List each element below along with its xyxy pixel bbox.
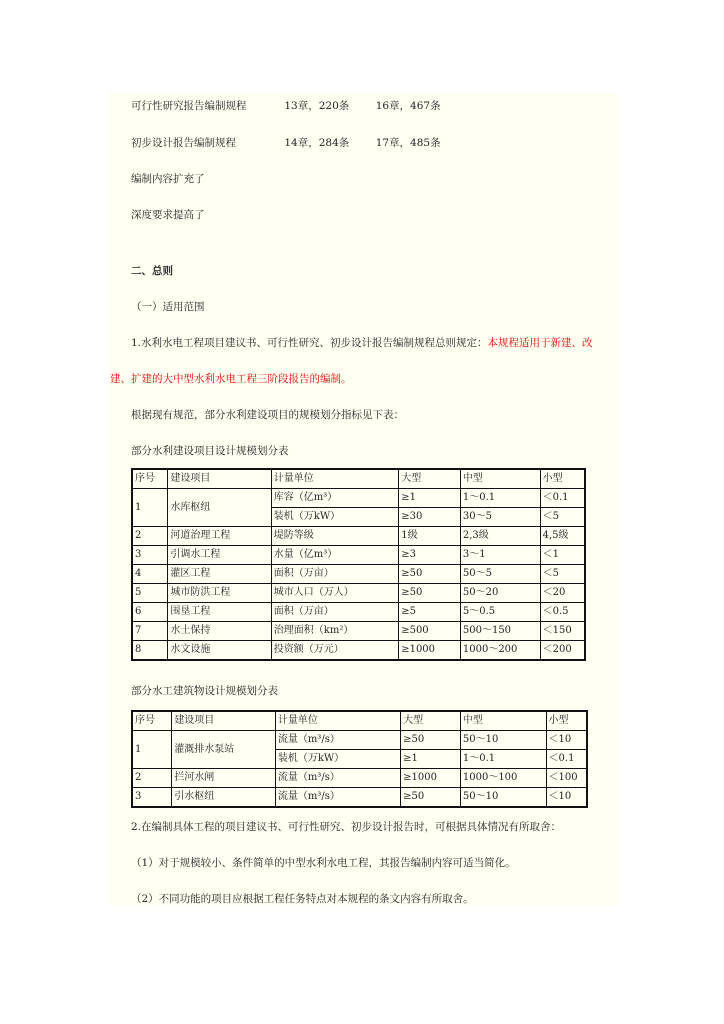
table-row	[132, 788, 587, 808]
cell-mid: 2,3级	[460, 527, 540, 546]
cell-mid: 1000～100	[460, 769, 546, 788]
subsection-title: （一）适用范围	[131, 301, 205, 313]
cell-mid: 3～1	[460, 546, 540, 565]
cell-large: ≥50	[399, 565, 461, 584]
table2	[131, 710, 588, 808]
header-cell: 序号	[132, 469, 168, 489]
cell-unit: 治理面积（km²）	[271, 622, 398, 641]
para1-prefix: 1.水利水电工程项目建议书、可行性研究、初步设计报告编制规程总则规定：	[131, 337, 488, 349]
cell-small: ＜100	[546, 769, 587, 788]
intro-line-2	[131, 136, 441, 150]
cell-item: 灌溉排水泵站	[172, 731, 276, 769]
cell-mid: 50～10	[460, 731, 546, 750]
cell-small: ＜1	[540, 546, 585, 565]
cell-unit: 投资额（万元）	[271, 641, 398, 661]
cell-small: ＜0.1	[540, 489, 585, 508]
table2-caption: 部分水工建筑物设计规模划分表	[131, 685, 278, 697]
cell-mid: 500～150	[460, 622, 540, 641]
cell-item: 灌区工程	[168, 565, 271, 584]
header-cell: 小型	[546, 711, 587, 731]
cell-large: ≥1000	[401, 769, 461, 788]
header-cell: 建设项目	[172, 711, 276, 731]
cell-small: ＜150	[540, 622, 585, 641]
cell-no: 3	[132, 788, 172, 808]
para3: 2.在编制具体工程的项目建议书、可行性研究、初步设计报告时，可根据具体情况有所取舍：	[131, 821, 562, 833]
cell-item: 拦河水闸	[172, 769, 276, 788]
cell-no: 6	[132, 603, 168, 622]
cell-large: ≥1000	[399, 641, 461, 661]
header-cell: 序号	[132, 711, 172, 731]
cell-unit: 流量（m³/s）	[275, 788, 400, 808]
header-cell: 计量单位	[271, 469, 398, 489]
cell-no: 1	[132, 489, 168, 527]
cell-unit: 面积（万亩）	[271, 603, 398, 622]
table-row	[132, 489, 585, 508]
header-cell: 建设项目	[168, 469, 271, 489]
cell-item: 城市防洪工程	[168, 584, 271, 603]
cell-large: ≥1	[401, 750, 461, 769]
table1-caption: 部分水利建设项目设计规模划分表	[131, 445, 289, 457]
cell-mid: 50～5	[460, 565, 540, 584]
table-row	[132, 603, 585, 622]
cell-large: ≥1	[399, 489, 461, 508]
cell-item: 水土保持	[168, 622, 271, 641]
cell-no: 2	[132, 527, 168, 546]
intro-count-a: 13章，220条	[284, 100, 350, 112]
cell-unit: 堤防等级	[271, 527, 398, 546]
cell-mid: 50～20	[460, 584, 540, 603]
cell-unit: 面积（万亩）	[271, 565, 398, 584]
cell-small: ＜0.1	[546, 750, 587, 769]
header-cell: 大型	[399, 469, 461, 489]
table-header-row	[132, 711, 587, 731]
cell-unit: 装机（万kW）	[275, 750, 400, 769]
cell-small: ＜5	[540, 508, 585, 527]
intro-name: 可行性研究报告编制规程	[131, 100, 247, 112]
table-row	[132, 769, 587, 788]
cell-large: ≥50	[401, 788, 461, 808]
cell-unit: 装机（万kW）	[271, 508, 398, 527]
cell-small: ＜20	[540, 584, 585, 603]
note-2: 深度要求提高了	[131, 209, 205, 221]
cell-small: 4,5级	[540, 527, 585, 546]
table1	[131, 468, 586, 661]
cell-item: 水库枢纽	[168, 489, 271, 527]
cell-no: 5	[132, 584, 168, 603]
cell-item: 围垦工程	[168, 603, 271, 622]
header-cell: 大型	[401, 711, 461, 731]
cell-mid: 30～5	[460, 508, 540, 527]
cell-large: ≥30	[399, 508, 461, 527]
cell-no: 1	[132, 731, 172, 769]
cell-mid: 50～10	[460, 788, 546, 808]
cell-no: 4	[132, 565, 168, 584]
para1-line2: 建、扩建的大中型水利水电工程三阶段报告的编制。	[110, 373, 352, 385]
intro-line-1	[131, 99, 441, 113]
cell-mid: 5～0.5	[460, 603, 540, 622]
cell-large: 1级	[399, 527, 461, 546]
intro-count-a: 14章，284条	[284, 137, 350, 149]
cell-unit: 流量（m³/s）	[275, 731, 400, 750]
cell-mid: 1～0.1	[460, 489, 540, 508]
cell-no: 7	[132, 622, 168, 641]
cell-large: ≥3	[399, 546, 461, 565]
cell-large: ≥50	[401, 731, 461, 750]
cell-mid: 1～0.1	[460, 750, 546, 769]
table-row	[132, 731, 587, 750]
table-header-row	[132, 469, 585, 489]
para2: 根据现有规范，部分水利建设项目的规模划分指标见下表：	[131, 409, 404, 421]
cell-item: 引调水工程	[168, 546, 271, 565]
cell-item: 河道治理工程	[168, 527, 271, 546]
intro-name: 初步设计报告编制规程	[131, 137, 236, 149]
cell-large: ≥500	[399, 622, 461, 641]
cell-small: ＜5	[540, 565, 585, 584]
table-row	[132, 641, 585, 661]
para4: （1）对于规模较小、条件简单的中型水利水电工程，其报告编制内容可适当简化。	[131, 857, 516, 869]
cell-small: ＜200	[540, 641, 585, 661]
cell-small: ＜10	[546, 731, 587, 750]
intro-count-b: 17章，485条	[375, 137, 441, 149]
cell-no: 3	[132, 546, 168, 565]
cell-small: ＜0.5	[540, 603, 585, 622]
cell-item: 引水枢纽	[172, 788, 276, 808]
note-1: 编制内容扩充了	[131, 173, 205, 185]
cell-small: ＜10	[546, 788, 587, 808]
cell-no: 8	[132, 641, 168, 661]
table-row	[132, 565, 585, 584]
intro-count-b: 16章，467条	[375, 100, 441, 112]
para5: （2）不同功能的项目应根据工程任务特点对本规程的条文内容有所取舍。	[131, 893, 474, 905]
cell-mid: 1000～200	[460, 641, 540, 661]
cell-unit: 城市人口（万人）	[271, 584, 398, 603]
table-row	[132, 622, 585, 641]
header-cell: 中型	[460, 711, 546, 731]
header-cell: 小型	[540, 469, 585, 489]
table-row	[132, 584, 585, 603]
section-title: 二、总则	[131, 265, 173, 277]
cell-unit: 水量（亿m³）	[271, 546, 398, 565]
table-row	[132, 546, 585, 565]
cell-no: 2	[132, 769, 172, 788]
cell-unit: 流量（m³/s）	[275, 769, 400, 788]
cell-item: 水文设施	[168, 641, 271, 661]
cell-large: ≥5	[399, 603, 461, 622]
para1-line1	[131, 336, 593, 350]
header-cell: 中型	[460, 469, 540, 489]
para1-red-1: 本规程适用于新建、改	[487, 337, 593, 349]
header-cell: 计量单位	[275, 711, 400, 731]
table-row	[132, 527, 585, 546]
cell-large: ≥50	[399, 584, 461, 603]
cell-unit: 库容（亿m³）	[271, 489, 398, 508]
